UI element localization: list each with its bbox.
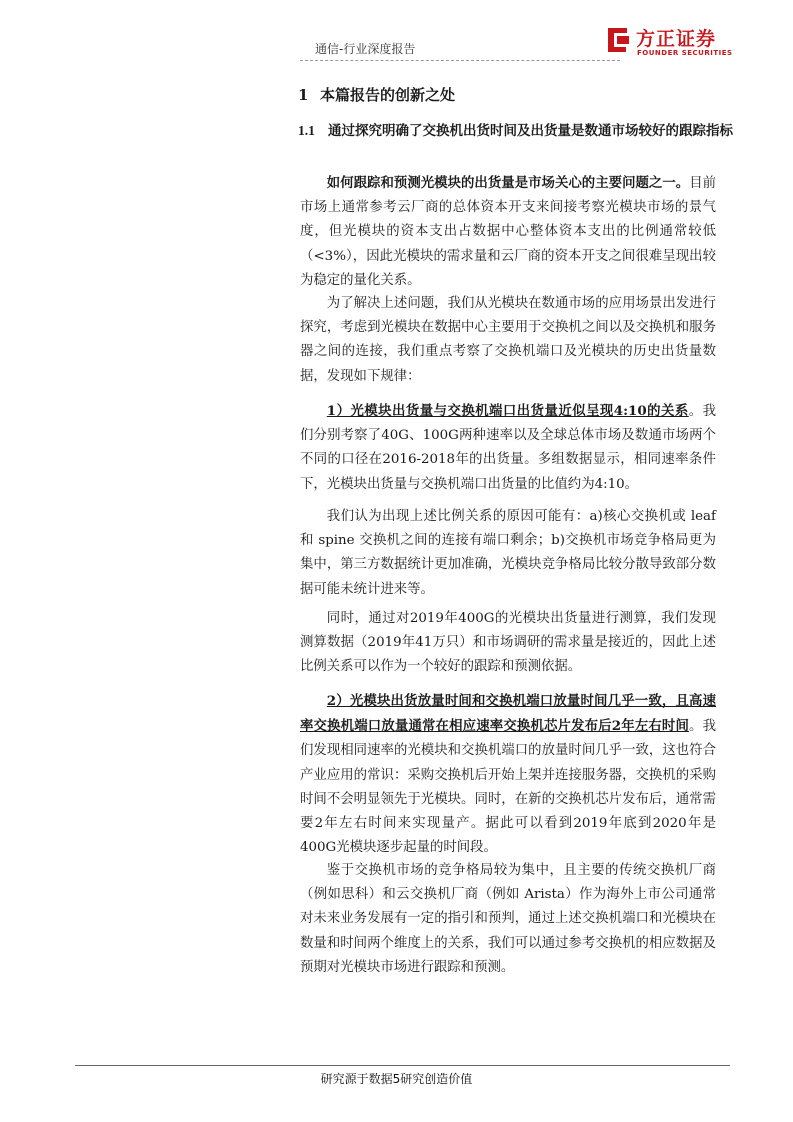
brand-logo [605, 24, 733, 60]
paragraph-intro [300, 171, 716, 293]
finding-2-body: 。我们发现相同速率的光模块和交换机端口的放量时间几乎一致，这也符合产业应用的常识：采购交换机后开始上架并连接服务器，交换机的采购时间不会明显领先于光模块。同时，在新的交换机芯片发布后，通常需要2年左右时间来实现量产。据此可以看到2019年底到2020年是400G光模块逐步起量的时间段。 [300, 719, 716, 856]
finding-2-title: 2）光模块出货放量时间和交换机端口放量时间几乎一致，且高速率交换机端口放量通常在相应速率交换机芯片发布后2年左右时间 [300, 693, 716, 735]
footer-slogan: 研究源于数据5研究创造价值 [320, 1072, 473, 1086]
section-number: 1 [298, 86, 309, 104]
header-divider [300, 60, 620, 61]
subsection-number: 1.1 [298, 123, 315, 138]
intro-lead-sentence: 如何跟踪和预测光模块的出货量是市场关心的主要问题之一。 [326, 175, 690, 191]
footer-divider [75, 1065, 730, 1066]
report-category: 通信-行业深度报告 [315, 42, 416, 56]
section-title: 本篇报告的创新之处 [320, 86, 456, 104]
paragraph-conclusion: 鉴于交换机市场的竞争格局较为集中，且主要的传统交换机厂商（例如思科）和云交换机厂商（例如 Arista）作为海外上市公司通常对未来业务发展有一定的指引和预判，通过上述交换机端口和光模块在数量和时间两个维度上的关系，我们可以通过参考交换机的相应数据及预期对光模块市场进行跟踪和预测。 [300, 863, 716, 975]
paragraph-validation: 同时，通过对2019年400G的光模块出货量进行测算，我们发现测算数据（2019年41万只）和市场调研的需求量是接近的，因此上述比例关系可以作为一个较好的跟踪和预测依据。 [300, 611, 716, 675]
paragraph-method: 为了解决上述问题，我们从光模块在数通市场的应用场景出发进行探究，考虑到光模块在数据中心主要用于交换机之间以及交换机和服务器之间的连接，我们重点考察了交换机端口及光模块的历史出货量数据，发现如下规律： [300, 296, 716, 384]
finding-1-title: 1）光模块出货量与交换机端口出货量近似呈现4:10的关系 [326, 403, 689, 419]
paragraph-finding-1 [300, 399, 716, 497]
intro-body: 目前市场上通常参考云厂商的总体资本开支来间接考察光模块市场的景气度，但光模块的资本支出占数据中心整体资本支出的比例通常较低（<3%），因此光模块的需求量和云厂商的资本开支之间很难呈现出较为稳定的量化关系。 [300, 176, 716, 288]
paragraph-reasons: 我们认为出现上述比例关系的原因可能有：a)核心交换机或 leaf 和 spine 交换机之间的连接有端口剩余；b)交换机市场竞争格局更为集中，第三方数据统计更加准确，光模块竞争格局比较分散导致部分数据可能未统计进来等。 [300, 509, 716, 597]
finding-1-body: 。我们分别考察了40G、100G两种速率以及全球总体市场及数通市场两个不同的口径在2016-2018年的出货量。多组数据显示，相同速率条件下，光模块出货量与交换机端口出货量的比值约为4:10。 [300, 404, 717, 492]
paragraph-finding-2 [300, 689, 716, 860]
brand-name-en: FOUNDER SECURITIES [637, 49, 733, 57]
subsection-title: 通过探究明确了交换机出货时间及出货量是数通市场较好的跟踪指标 [328, 123, 733, 139]
subsection-heading [298, 119, 736, 143]
section-heading [298, 84, 455, 105]
founder-logo-icon [605, 25, 631, 55]
brand-name-cn: 方正证券 [636, 28, 717, 50]
